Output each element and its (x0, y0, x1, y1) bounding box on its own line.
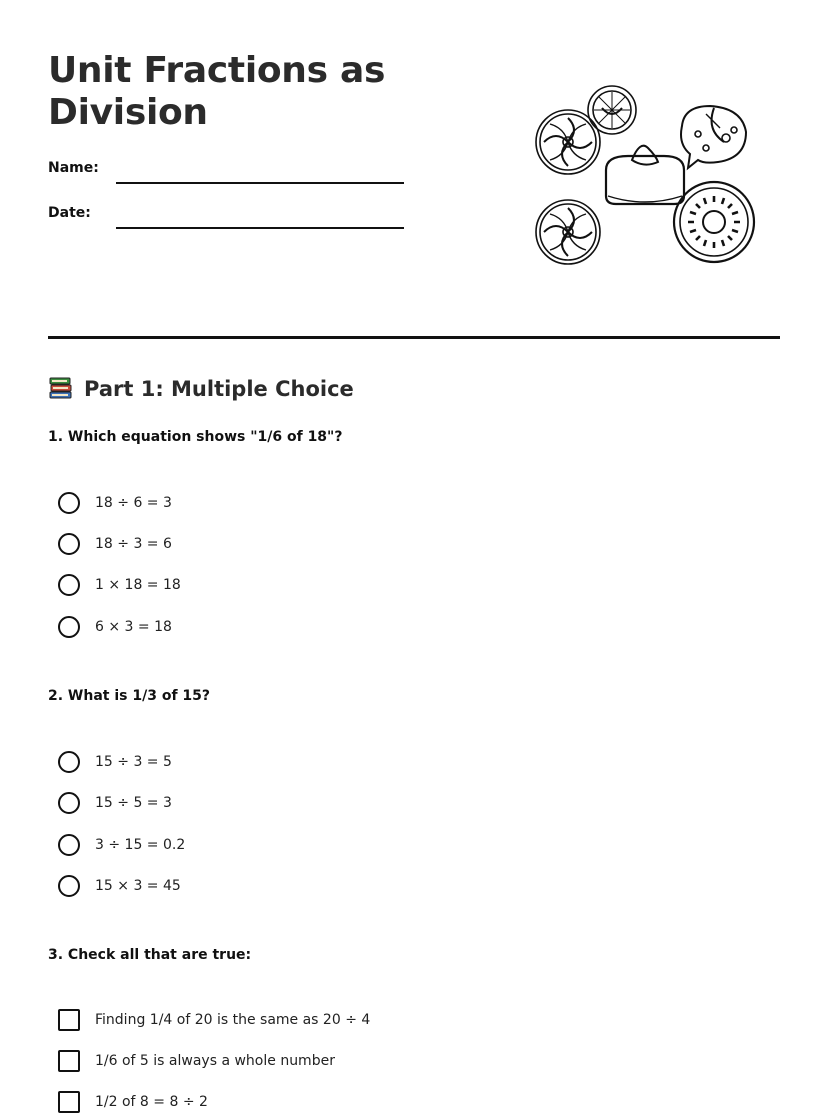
checkbox[interactable] (58, 1091, 80, 1113)
option-label: 1 × 18 = 18 (95, 577, 181, 593)
date-field[interactable] (48, 205, 408, 231)
swirl-cookie-small-icon (536, 200, 600, 264)
question-1-option-c[interactable] (58, 573, 181, 597)
question-2-option-c[interactable] (58, 833, 185, 857)
radio-button[interactable] (58, 492, 80, 514)
question-2-option-d[interactable] (58, 874, 181, 898)
radio-button[interactable] (58, 834, 80, 856)
question-1-option-a[interactable] (58, 491, 172, 515)
question-2-option-a[interactable] (58, 750, 172, 774)
question-1-option-b[interactable] (58, 532, 172, 556)
question-1-option-d[interactable] (58, 615, 172, 639)
option-label: 1/6 of 5 is always a whole number (95, 1053, 335, 1069)
part1-heading: Part 1: Multiple Choice (84, 377, 354, 401)
option-label: 3 ÷ 15 = 0.2 (95, 837, 186, 853)
section-divider (48, 336, 780, 339)
question-2-option-b[interactable] (58, 791, 172, 815)
question-3-option-c[interactable] (58, 1090, 208, 1114)
option-label: 15 ÷ 3 = 5 (95, 754, 172, 770)
decorated-cookie-icon (681, 106, 746, 168)
radio-button[interactable] (58, 533, 80, 555)
option-label: 18 ÷ 3 = 6 (95, 536, 172, 552)
option-label: 18 ÷ 6 = 3 (95, 495, 172, 511)
name-field[interactable] (48, 160, 408, 186)
question-2-prompt: 2. What is 1/3 of 15? (48, 688, 211, 704)
part1-heading-row (48, 374, 354, 404)
question-1-prompt: 1. Which equation shows "1/6 of 18"? (48, 429, 343, 445)
radio-button[interactable] (58, 875, 80, 897)
radio-button[interactable] (58, 792, 80, 814)
option-label: 15 ÷ 5 = 3 (95, 795, 172, 811)
striped-cookie-icon (588, 86, 636, 134)
checkbox[interactable] (58, 1050, 80, 1072)
radio-button[interactable] (58, 574, 80, 596)
kiwi-slice-icon (674, 182, 754, 262)
worksheet-title: Unit Fractions as Division (48, 50, 386, 133)
food-doodles-illustration (528, 78, 764, 274)
radio-button[interactable] (58, 751, 80, 773)
question-3-option-a[interactable] (58, 1008, 370, 1032)
option-label: Finding 1/4 of 20 is the same as 20 ÷ 4 (95, 1012, 371, 1028)
name-label: Name: (48, 160, 99, 176)
name-write-line[interactable] (116, 182, 404, 184)
date-write-line[interactable] (116, 227, 404, 229)
date-label: Date: (48, 205, 91, 221)
frosted-cake-icon (606, 146, 684, 204)
books-icon (48, 375, 74, 403)
question-3-option-b[interactable] (58, 1049, 335, 1073)
option-label: 6 × 3 = 18 (95, 619, 172, 635)
option-label: 15 × 3 = 45 (95, 878, 181, 894)
option-label: 1/2 of 8 = 8 ÷ 2 (95, 1094, 208, 1110)
radio-button[interactable] (58, 616, 80, 638)
checkbox[interactable] (58, 1009, 80, 1031)
question-3-prompt: 3. Check all that are true: (48, 947, 252, 963)
swirl-cookie-icon (536, 110, 600, 174)
